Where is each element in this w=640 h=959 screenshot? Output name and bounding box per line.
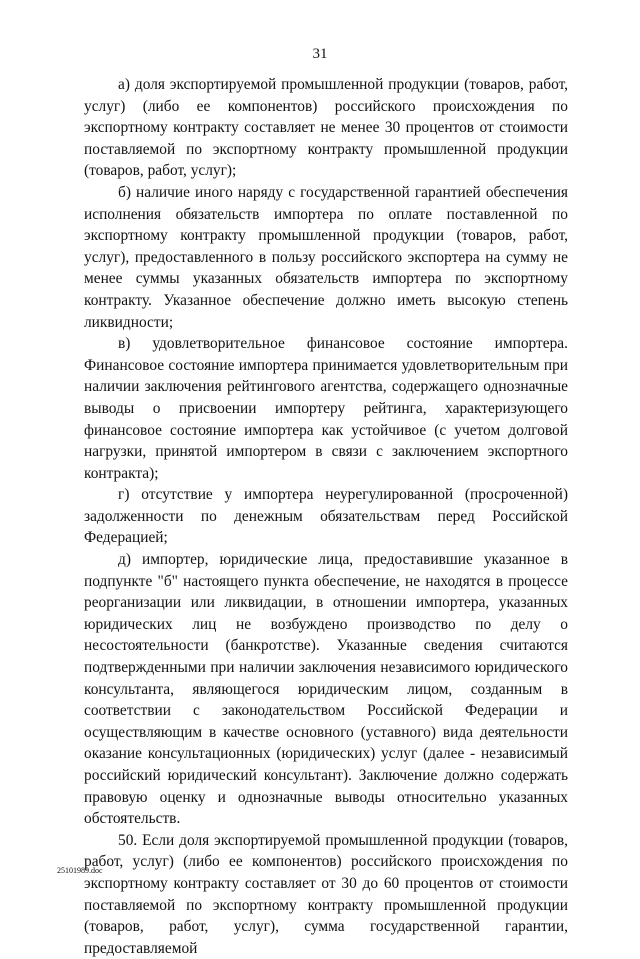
paragraph-point-50: 50. Если доля экспортируемой промышленной продукции (товаров, работ, услуг) (либо ее компонентов) российского происхождения по экспортному контракту составляет от 30 до 60 процентов от стоимости поставляемой по экспортному контракту промышленной продукции (товаров, работ, услуг), сумма государственной гарантии, предоставляемой: [84, 831, 568, 957]
paragraph-subpoint-b: б) наличие иного наряду с государственной гарантией обеспечения исполнения обязательств импортера по оплате поставленной по экспортному контракту промышленной продукции (товаров, работ, услуг), предоставленного в пользу российского экспортера на сумму не менее суммы указанных обязательств импортера по экспортному контракту. Указанное обеспечение должно иметь высокую степень ликвидности;: [84, 183, 568, 331]
paragraph-subpoint-a: а) доля экспортируемой промышленной продукции (товаров, работ, услуг) (либо ее компонентов) российского происхождения по экспортному контракту составляет не менее 30 процентов от стоимости поставляемой по экспортному контракту промышленной продукции (товаров, работ, услуг);: [84, 76, 568, 180]
paragraph-subpoint-g: г) отсутствие у импортера неурегулированной (просроченной) задолженности по денежным обязательствам перед Российской Федерацией;: [84, 486, 568, 547]
paragraph-subpoint-d: д) импортер, юридические лица, предоставившие указанное в подпункте "б" настоящего пункта обеспечение, не находятся в процессе реорганизации или ликвидации, в отношении импортера, указанных юридических лиц не возбуждено производство по делу о несостоятельности (банкротстве). Указанные сведения считаются подтвержденными при наличии заключения независимого юридического консультанта, являющегося юридическим лицом, созданным в соответствии с законодательством Российской Федерации и осуществляющим в качестве основного (уставного) вида деятельности оказание консультационных (юридических) услуг (далее - независимый российский юридический консультант). Заключение должно содержать правовую оценку и однозначные выводы относительно указанных обстоятельств.: [84, 551, 568, 828]
footer-file-reference: 25101989.doc: [57, 866, 103, 875]
paragraph-subpoint-v: в) удовлетворительное финансовое состояние импортера. Финансовое состояние импортера принимается удовлетворительным при наличии заключения рейтингового агентства, содержащего однозначные выводы о присвоении импортеру рейтинга, характеризующего финансовое состояние импортера как устойчивое (с учетом долговой нагрузки, принятой импортером в связи с заключением экспортного контракта);: [84, 335, 568, 482]
page-number: 31: [312, 46, 328, 62]
body-text: [84, 74, 568, 959]
